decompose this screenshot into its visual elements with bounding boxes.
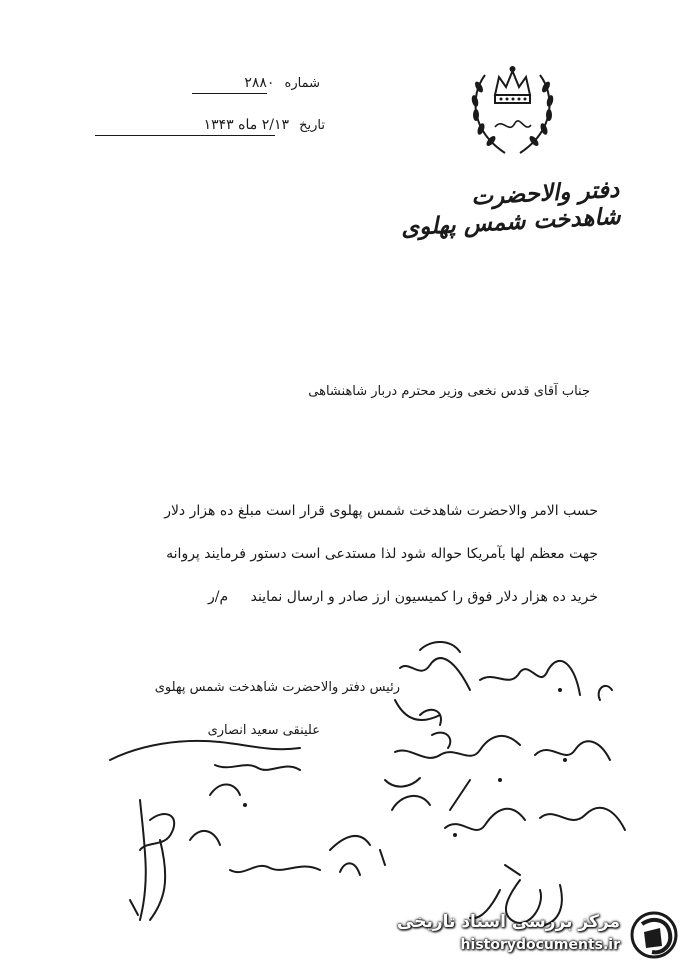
number-label: شماره (284, 76, 320, 91)
number-underline (192, 93, 267, 94)
letter-number (190, 75, 320, 91)
body-line (118, 576, 598, 619)
archive-logo-icon (628, 910, 680, 960)
body-line: حسب الامر والاحضرت شاهدخت شمس پهلوی قرار است مبلغ ده هزار دلار (164, 503, 598, 519)
addressee: جناب آقای قدس نخعی وزیر محترم دربار شاهنشاهی (308, 384, 590, 399)
date-value: ۲/۱۳ ماه ۱۳۴۳ (203, 117, 289, 133)
archive-url: historydocuments.ir (460, 937, 620, 953)
royal-crest-icon (465, 55, 560, 160)
letter-date (90, 117, 325, 133)
date-underline (95, 135, 275, 136)
date-label: تاریخ (299, 118, 325, 133)
office-title: دفتر والاحضرت شاهدخت شمس پهلوی (400, 175, 622, 242)
archive-name: مرکز بررسی اسناد تاریخی (397, 912, 620, 932)
body-line-text: خرید ده هزار دلار فوق را کمیسیون ارز صادر و ارسال نمایند (250, 589, 598, 605)
signatory-name: علینقی سعید انصاری (207, 723, 320, 738)
signatory-title: رئیس دفتر والاحضرت شاهدخت شمس پهلوی (154, 680, 400, 695)
letter-body (118, 490, 598, 619)
number-value: ۲۸۸۰ (244, 75, 275, 91)
archive-watermark (384, 906, 684, 964)
body-line: جهت معظم لها بآمریکا حواله شود لذا مستدعی است دستور فرمایند پروانه (166, 546, 598, 562)
reference-code: م/ر (207, 589, 229, 605)
